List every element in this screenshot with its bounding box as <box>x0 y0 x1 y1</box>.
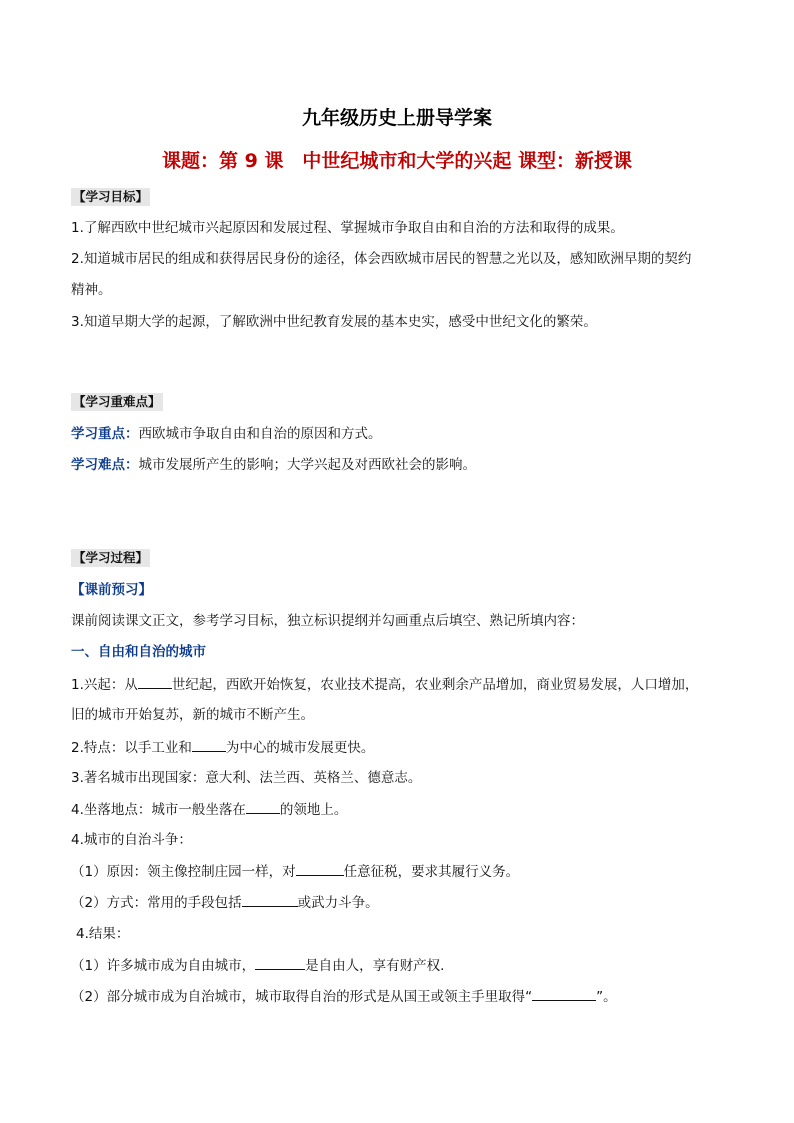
focus-text: 西欧城市争取自由和自治的原因和方式。 <box>138 426 382 442</box>
blank-taxed[interactable] <box>296 862 344 876</box>
feature-line <box>71 738 374 757</box>
cause-text-b: 任意征税，要求其履行义务。 <box>343 864 520 880</box>
result1-text-a: （1）许多城市成为自由城市， <box>71 958 256 974</box>
objective-1: 1.了解西欧中世纪城市兴起原因和发展过程、掌握城市争取自由和自治的方法和取得的成果。 <box>71 220 624 236</box>
result2-text-a: （2）部分城市成为自治城市，城市取得自治的形式是从国王或领主手里取得“ <box>71 989 533 1005</box>
cause-line <box>71 862 519 881</box>
focus-label: 学习重点： <box>71 426 139 442</box>
difficulty-label: 学习难点： <box>71 457 139 473</box>
objective-2-cont: 精神。 <box>71 282 112 298</box>
blank-center[interactable] <box>192 738 226 752</box>
result1-text-b: 是自由人，享有财产权. <box>305 958 445 974</box>
famous-cities-line: 3.著名城市出现国家：意大利、法兰西、英格兰、德意志。 <box>71 770 422 786</box>
feature-text-a: 2.特点：以手工业和 <box>71 740 192 756</box>
blank-location[interactable] <box>246 800 280 814</box>
method-text-a: （2）方式：常用的手段包括 <box>71 895 242 911</box>
location-text-b: 的领地上。 <box>279 802 348 818</box>
lesson-subtitle: 课题：第 9 课 中世纪城市和大学的兴起 课型：新授课 <box>161 150 633 172</box>
objective-3: 3.知道早期大学的起源，了解欧洲中世纪教育发展的基本史实，感受中世纪文化的繁荣。 <box>71 314 597 330</box>
blank-method[interactable] <box>242 893 298 907</box>
objective-2: 2.知道城市居民的组成和获得居民身份的途径，体会西欧城市居民的智慧之光以及，感知欧洲早期的契约 <box>71 251 692 267</box>
location-text-a: 4.坐落地点：城市一般坐落在 <box>71 802 246 818</box>
difficulty-text: 城市发展所产生的影响；大学兴起及对西欧社会的影响。 <box>138 457 476 473</box>
cause-text-a: （1）原因：领主像控制庄园一样，对 <box>71 864 296 880</box>
result-line: 4.结果： <box>76 926 130 942</box>
feature-text-b: 为中心的城市发展更快。 <box>225 740 375 756</box>
process-tag: 【学习过程】 <box>73 550 149 565</box>
rise-line <box>71 675 698 694</box>
rise-text-b: 世纪起，西欧开始恢复，农业技术提高，农业剩余产品增加，商业贸易发展，人口增加， <box>171 677 699 693</box>
section1-title: 一、自由和自治的城市 <box>71 644 206 660</box>
focus-line <box>71 425 382 443</box>
objectives-tag: 【学习目标】 <box>73 189 149 204</box>
method-text-b: 或武力斗争。 <box>297 895 379 911</box>
rise-line-cont: 旧的城市开始复苏，新的城市不断产生。 <box>71 707 314 723</box>
blank-century[interactable] <box>138 675 172 689</box>
rise-text-a: 1.兴起：从 <box>71 677 138 693</box>
result2-line <box>71 987 617 1006</box>
key-points-tag: 【学习重难点】 <box>73 394 161 409</box>
difficulty-line <box>71 456 476 474</box>
preview-label: 【课前预习】 <box>71 582 152 598</box>
page-title: 九年级历史上册导学案 <box>301 107 492 129</box>
blank-free-people[interactable] <box>255 956 305 970</box>
result2-text-b: ”。 <box>596 989 617 1005</box>
location-line <box>71 800 347 819</box>
method-line <box>71 893 379 912</box>
blank-charter[interactable] <box>532 987 596 1001</box>
instruction-text: 课前阅读课文正文，参考学习目标，独立标识提纲并勾画重点后填空、熟记所填内容： <box>71 613 584 629</box>
struggle-line: 4.城市的自治斗争： <box>71 832 192 848</box>
result1-line <box>71 956 444 975</box>
